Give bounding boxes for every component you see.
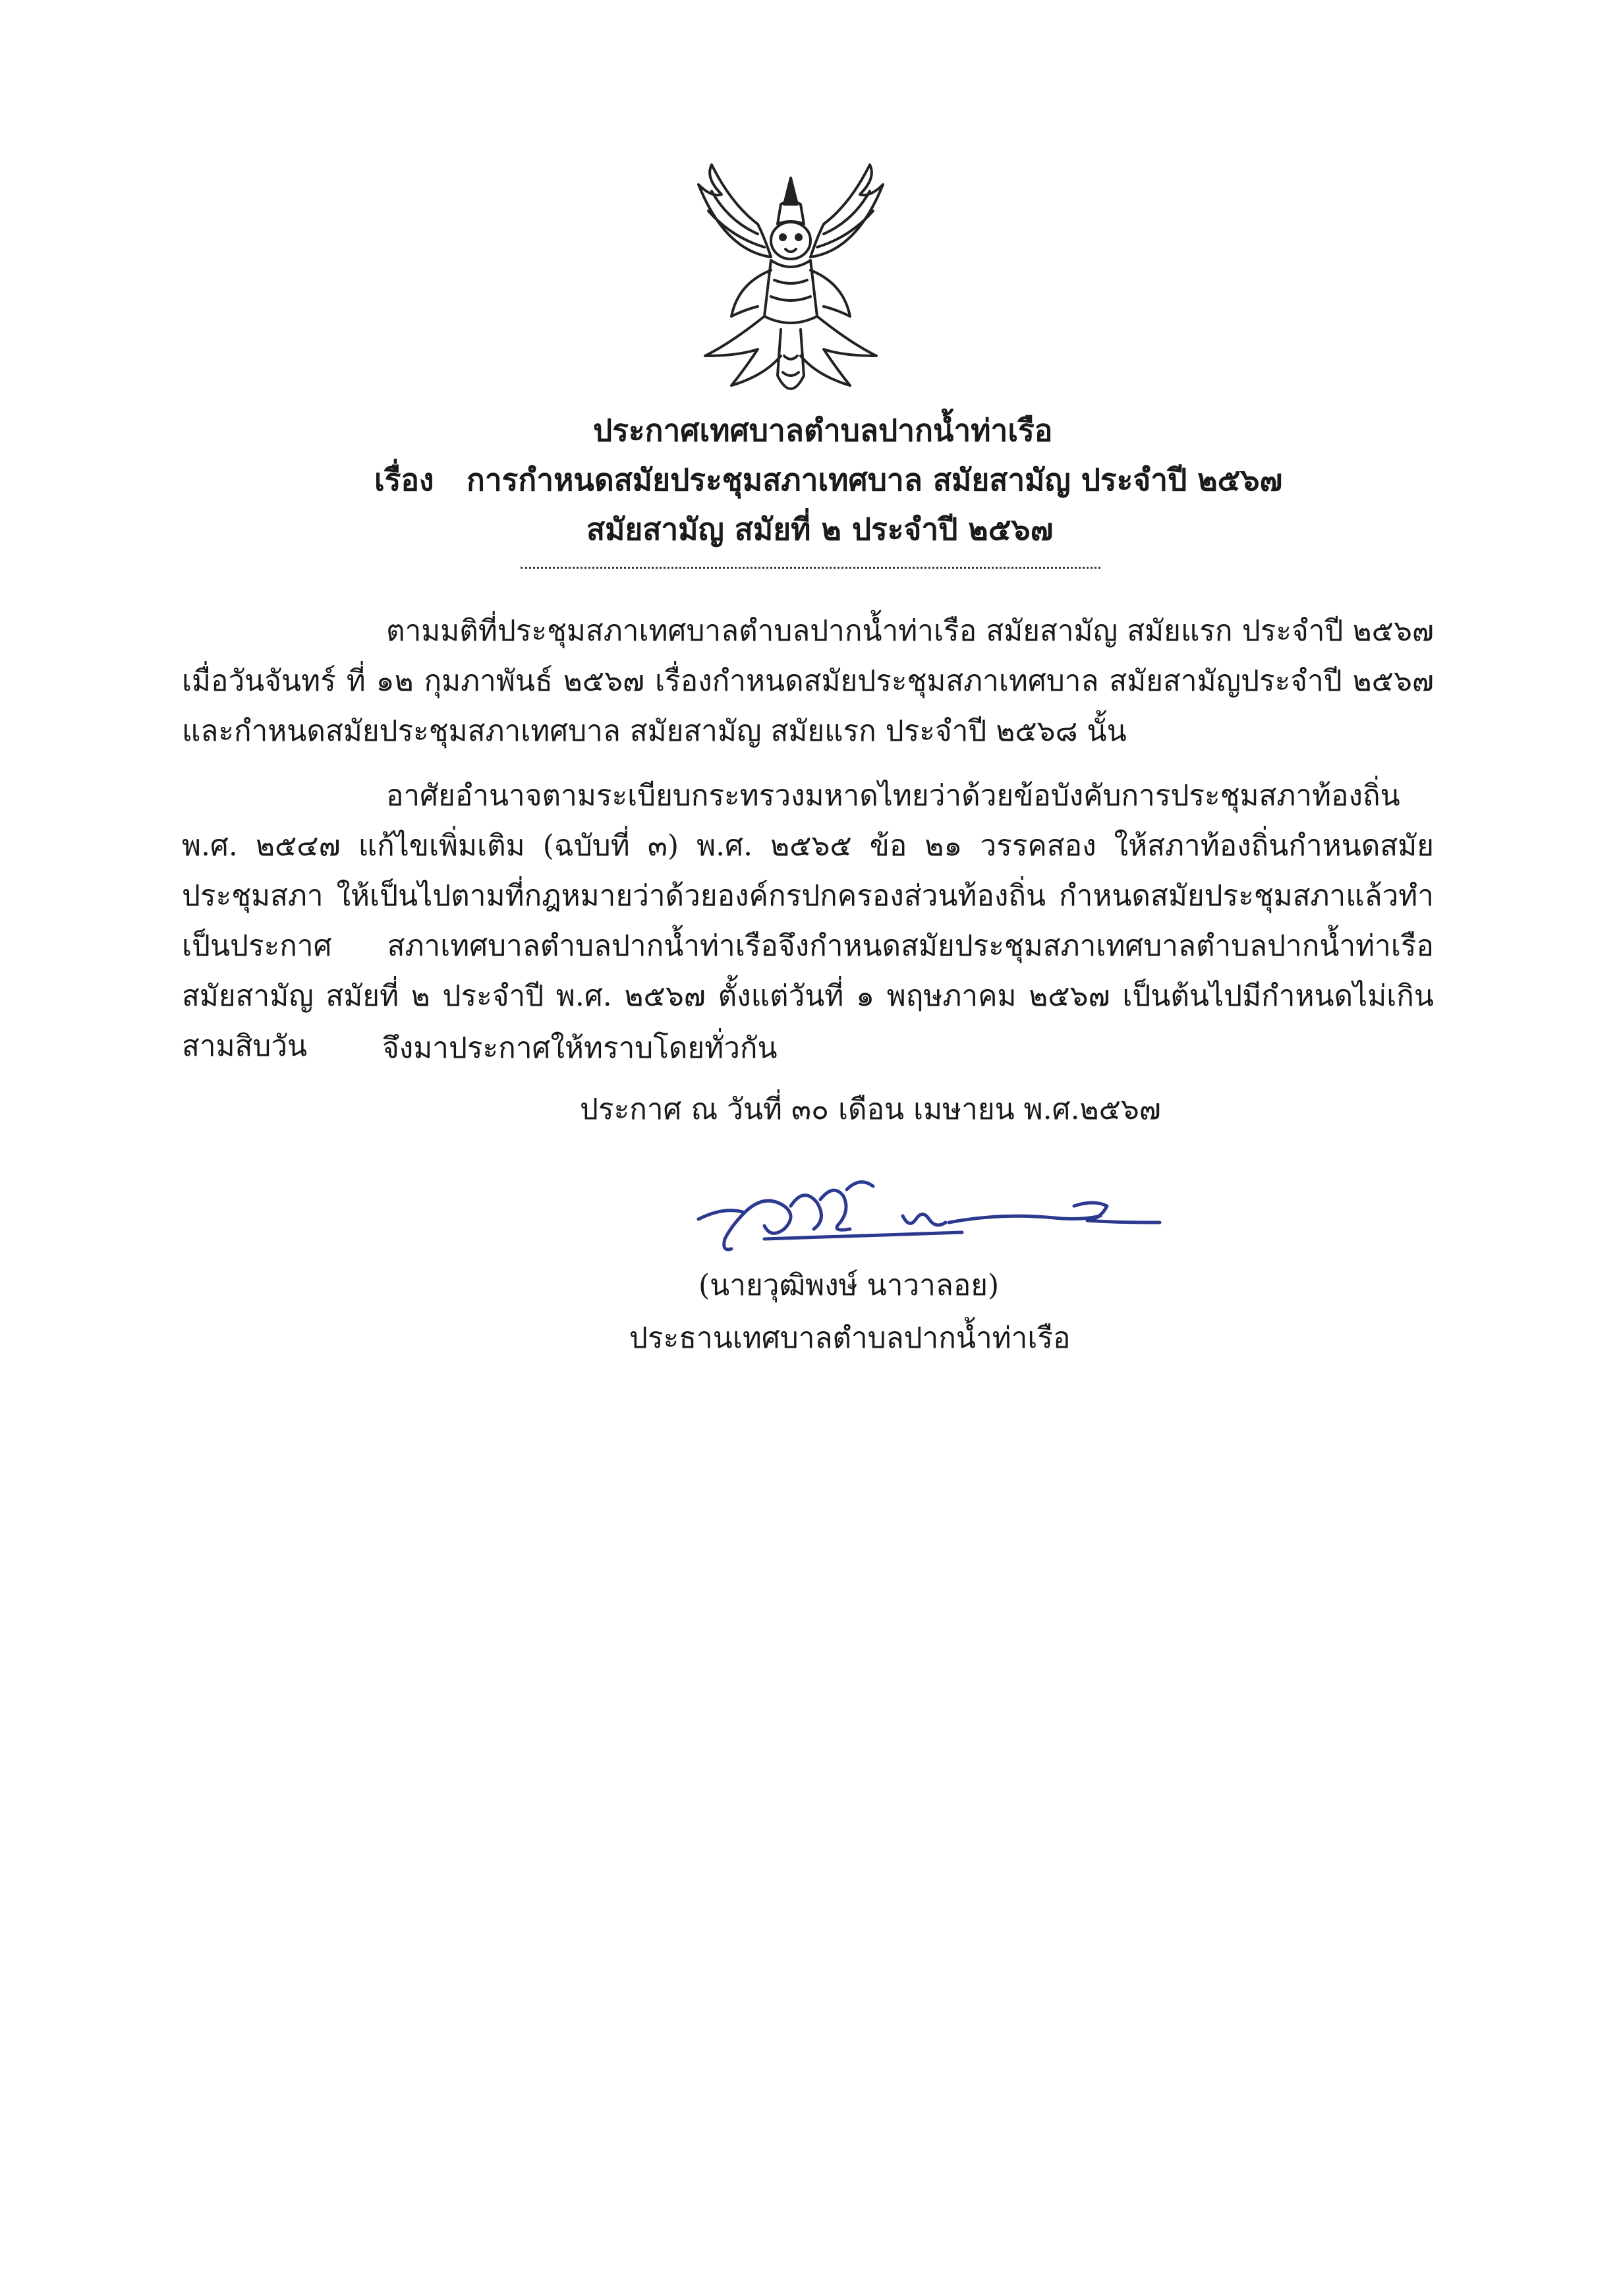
subject-line [374,457,1282,503]
body-paragraph-2: อาศัยอำนาจตามระเบียบกระทรวงมหาดไทยว่าด้วยข้อบังคับการประชุมสภาท้องถิ่น พ.ศ. ๒๕๔๗ แก้ไขเพิ่มเติม (ฉบับที่ ๓) พ.ศ. ๒๕๖๕ ข้อ ๒๑ วรรคสอง ให้สภาท้องถิ่นกำหนดสมัยประชุมสภา ให้เป็นไปตามที่กฎหมายว่าด้วยองค์กรปกครองส่วนท้องถิ่น กำหนดสมัยประชุมสภาแล้วทำเป็นประกาศ สภาเทศบาลตำบลปากน้ำท่าเรือจึงกำหนดสมัยประชุมสภาเทศบาลตำบลปากน้ำท่าเรือ สมัยสามัญ สมัยที่ ๒ ประจำปี พ.ศ. ๒๕๖๗ ตั้งแต่วันที่ ๑ พฤษภาคม ๒๕๖๗ เป็นต้นไปมีกำหนดไม่เกินสามสิบวัน [182,779,1434,1063]
signer-name: (นายวุฒิพงษ์ นาวาลอย) [698,1269,1000,1302]
subject-line-2: สมัยสามัญ สมัยที่ ๒ ประจำปี ๒๕๖๗ [586,511,1054,547]
subject-label: เรื่อง [374,462,434,498]
body-paragraph-1: ตามมติที่ประชุมสภาเทศบาลตำบลปากน้ำท่าเรือ สมัยสามัญ สมัยแรก ประจำปี ๒๕๖๗ เมื่อวันจันทร์ ที่ ๑๒ กุมภาพันธ์ ๒๕๖๗ เรื่องกำหนดสมัยประชุมสภาเทศบาล สมัยสามัญประจำปี ๒๕๖๗ และกำหนดสมัยประชุมสภาเทศบาล สมัยสามัญ สมัยแรก ประจำปี ๒๕๖๘ นั้น [182,614,1434,748]
announcement-title: ประกาศเทศบาลตำบลปากน้ำท่าเรือ [593,413,1053,448]
closing-statement: จึงมาประกาศให้ทราบโดยทั่วกัน [382,1031,778,1065]
handwritten-signature [685,1166,1199,1265]
subject-text: การกำหนดสมัยประชุมสภาเทศบาล สมัยสามัญ ประจำปี ๒๕๖๗ [467,462,1283,498]
dotted-divider [521,567,1100,569]
signer-title: ประธานเทศบาลตำบลปากน้ำท่าเรือ [629,1321,1071,1355]
garuda-emblem-icon [659,158,923,409]
announcement-date: ประกาศ ณ วันที่ ๓๐ เดือน เมษายน พ.ศ.๒๕๖๗ [580,1093,1161,1126]
announcement-body [182,606,1434,1086]
